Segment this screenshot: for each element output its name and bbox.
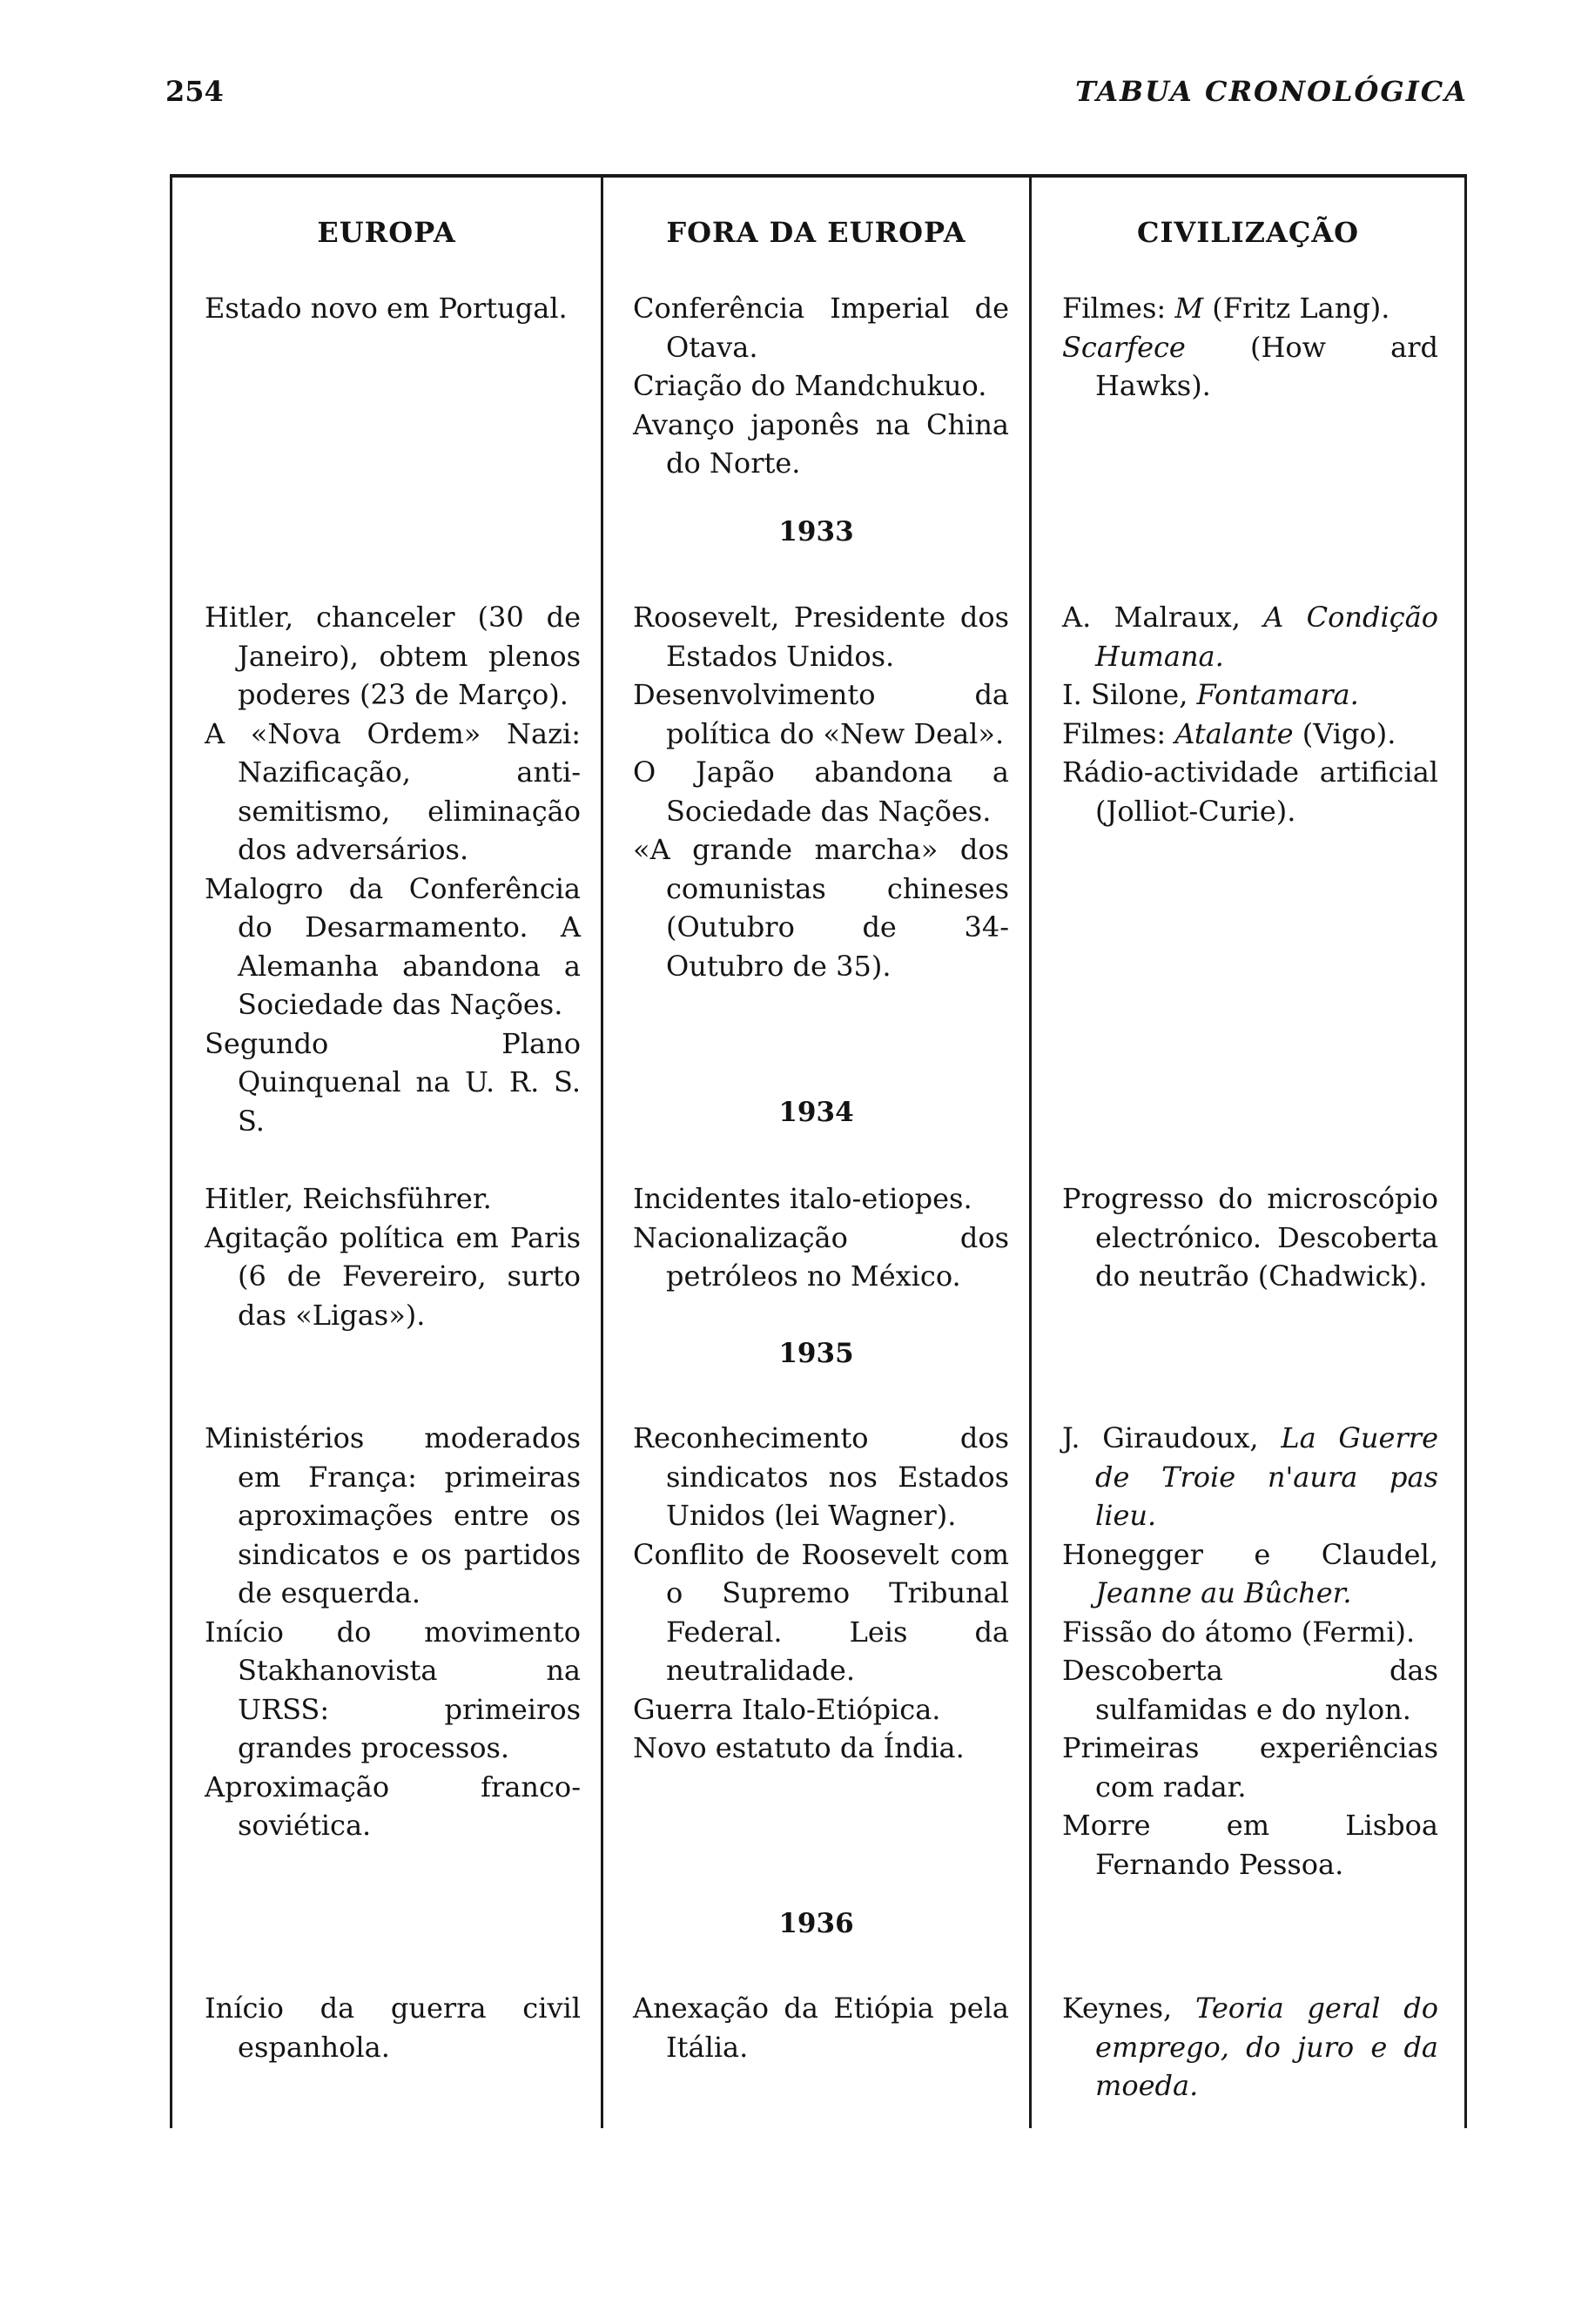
entry: Hitler, Reichsführer.: [205, 1182, 492, 1215]
entry: Ministérios moderados em França: primeiras aproximações entre os sindicatos e os partidos de esquerda.: [205, 1421, 581, 1609]
entry: [1062, 1613, 1438, 1652]
chronology-table: [170, 174, 1467, 2128]
entry: [1062, 328, 1438, 406]
cell-fora-1934: [633, 1179, 1009, 1296]
entry-text: Descoberta das sulfamidas e do nylon.: [1062, 1654, 1438, 1726]
cell-europa-1934: [205, 1179, 581, 1334]
entry-text: J. Giraudoux,: [1062, 1421, 1282, 1454]
entry: O Japão abandona a Sociedade das Nações.: [633, 756, 1009, 828]
entry: [1062, 1806, 1438, 1884]
entry-text: Filmes:: [1062, 716, 1175, 750]
entry: [1062, 289, 1438, 328]
entry: [1062, 598, 1438, 675]
entry-text: Keynes,: [1062, 1992, 1195, 2025]
year-heading-1933: 1933: [778, 516, 854, 547]
cell-fora-1935: [633, 1419, 1009, 1768]
table-top-rule: [170, 174, 1467, 178]
work-title: M: [1174, 292, 1204, 325]
cell-europa-1935: [205, 1419, 581, 1845]
year-heading-1936: 1936: [778, 1908, 854, 1939]
entry-text: (How ard Hawks).: [1095, 330, 1438, 402]
entry: [1062, 675, 1438, 715]
entry: Criação do Mandchukuo.: [633, 369, 987, 402]
entry: Estado novo em Portugal.: [205, 292, 568, 325]
cell-europa-1936: [205, 1989, 581, 2066]
column-rule-right: [1464, 174, 1467, 2128]
entry-text: A. Malraux,: [1062, 601, 1264, 634]
entry: Início do movimento Stakhanovista na URSS: primeiros grandes processos.: [205, 1615, 581, 1764]
work-title: La Guerre de Troie n'aura pas lieu.: [1095, 1421, 1438, 1532]
entry: [1062, 753, 1438, 830]
entry-text: (Vigo).: [1293, 716, 1396, 750]
entry-text: Rádio-actividade artificial (Jolliot-Curie).: [1062, 756, 1438, 828]
entry: [1062, 1651, 1438, 1729]
work-title: Fontamara.: [1196, 678, 1359, 711]
cell-fora-1932: [633, 289, 1009, 483]
entry: [1062, 1989, 1438, 2106]
cell-civilizacao-1932: [1062, 289, 1438, 406]
entry: Incidentes italo-etiopes.: [633, 1182, 972, 1215]
cell-europa-1932: [205, 289, 581, 328]
cell-civilizacao-1934: [1062, 1179, 1438, 1296]
entry-text: Morre em Lisboa Fernando Pessoa.: [1062, 1809, 1438, 1881]
column-rule-1: [601, 174, 603, 2128]
entry: Roosevelt, Presidente dos Estados Unidos.: [633, 601, 1009, 673]
entry: [1062, 1535, 1438, 1613]
entry-text: I. Silone,: [1062, 678, 1197, 711]
entry: A «Nova Ordem» Nazi: Nazificação, anti-semitismo, eliminação dos adversários.: [205, 716, 581, 866]
entry-text: Fissão do átomo (Fermi).: [1062, 1615, 1416, 1649]
entry: Conferência Imperial de Otava.: [633, 292, 1009, 364]
entry: Reconhecimento dos sindicatos nos Estados Unidos (lei Wagner).: [633, 1421, 1009, 1532]
column-header-fora-da-europa: FORA DA EUROPA: [666, 216, 966, 249]
entry: [1062, 1179, 1438, 1296]
entry: Nacionalização dos petróleos no México.: [633, 1220, 1009, 1293]
work-title: Teoria geral do emprego, do juro e da moeda.: [1095, 1992, 1438, 2102]
entry-text: Filmes:: [1062, 292, 1175, 325]
running-title: TABUA CRONOLÓGICA: [1075, 75, 1468, 108]
entry: Anexação da Etiópia pela Itália.: [633, 1992, 1009, 2064]
cell-europa-1933: [205, 598, 581, 1140]
entry: Hitler, chanceler (30 de Janeiro), obtem plenos poderes (23 de Março).: [205, 601, 581, 711]
page-number: 254: [165, 75, 224, 108]
entry: [1062, 715, 1438, 754]
column-header-civilizacao: CIVILIZAÇÃO: [1136, 216, 1360, 249]
entry-text: Progresso do microscópio electrónico. Descoberta do neutrão (Chadwick).: [1062, 1182, 1438, 1293]
column-rule-2: [1029, 174, 1032, 2128]
year-heading-1935: 1935: [778, 1338, 854, 1369]
year-heading-1934: 1934: [778, 1097, 854, 1128]
entry: Conflito de Roosevelt com o Supremo Tribunal Federal. Leis da neutralidade.: [633, 1537, 1009, 1687]
cell-civilizacao-1936: [1062, 1989, 1438, 2106]
entry-text: (Fritz Lang).: [1203, 292, 1390, 325]
entry-text: Honegger e Claudel,: [1062, 1537, 1438, 1571]
entry: «A grande marcha» dos comunistas chineses (Outubro de 34-Outubro de 35).: [633, 833, 1009, 983]
entry: Malogro da Conferência do Desarmamento. A Alemanha abandona a Sociedade das Nações.: [205, 871, 581, 1021]
entry: Avanço japonês na China do Norte.: [633, 407, 1009, 480]
work-title: Atalante: [1174, 716, 1294, 750]
cell-fora-1933: [633, 598, 1009, 985]
work-title: A Condição Humana.: [1095, 601, 1438, 673]
work-title: Jeanne au Bûcher.: [1095, 1576, 1352, 1609]
column-header-europa: EUROPA: [317, 216, 456, 249]
entry: Guerra Italo-Etiópica.: [633, 1692, 941, 1726]
entry: Desenvolvimento da política do «New Deal».: [633, 678, 1009, 750]
entry: [1062, 1729, 1438, 1806]
entry: [1062, 1419, 1438, 1535]
work-title: Scarfece: [1062, 330, 1186, 364]
entry: Início da guerra civil espanhola.: [205, 1992, 581, 2064]
cell-civilizacao-1935: [1062, 1419, 1438, 1884]
cell-civilizacao-1933: [1062, 598, 1438, 830]
entry-text: Primeiras experiências com radar.: [1062, 1731, 1438, 1803]
column-rule-left: [170, 174, 172, 2128]
cell-fora-1936: [633, 1989, 1009, 2066]
entry: Aproximação franco-soviética.: [205, 1770, 581, 1842]
entry: Agitação política em Paris (6 de Fevereiro, surto das «Ligas»).: [205, 1220, 581, 1332]
entry: Segundo Plano Quinquenal na U. R. S. S.: [205, 1026, 581, 1138]
entry: Novo estatuto da Índia.: [633, 1731, 965, 1764]
